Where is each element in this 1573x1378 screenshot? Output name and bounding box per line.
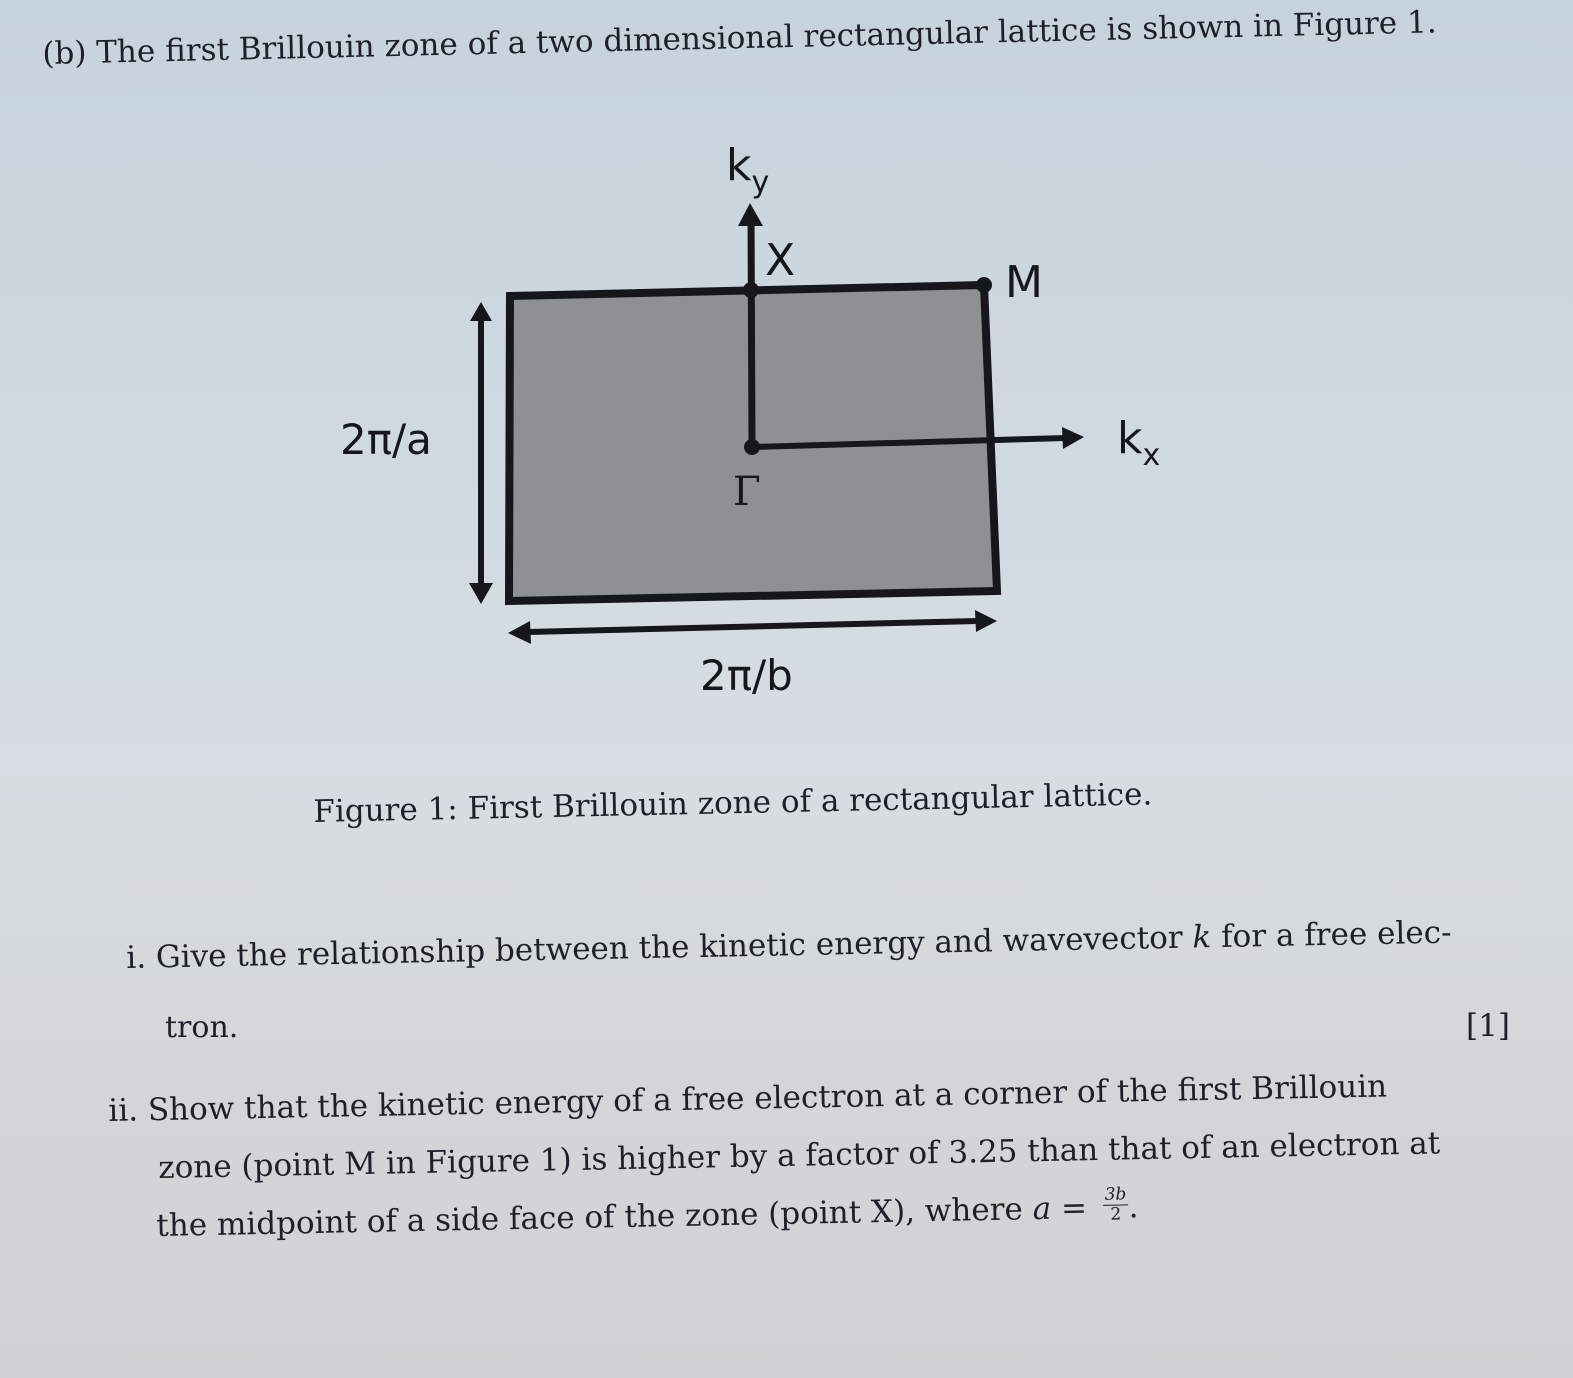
width-arrow-left [508, 621, 531, 644]
height-dimension-label: 2π/a [340, 415, 432, 464]
k-symbol: k [1192, 919, 1212, 956]
ky-label: $k_y$ [726, 140, 770, 200]
width-arrow-right [975, 610, 997, 632]
part-ii-line-3: the midpoint of a side face of the zone (point X), where a = $\frac{3b}{2}$ . [156, 1184, 1139, 1244]
kx-arrowhead [1062, 427, 1084, 449]
part-i-marks: [1] [1466, 1008, 1510, 1044]
width-dimension-label: 2π/b [700, 651, 793, 700]
width-dimension-arrow [528, 621, 978, 632]
part-i-line-2: tron. [165, 1010, 239, 1045]
question-intro: (b) The first Brillouin zone of a two dimensional rectangular lattice is shown in Figure 1. [42, 4, 1438, 72]
height-arrow-top [470, 302, 492, 321]
ky-axis [751, 212, 752, 447]
point-M-marker [976, 277, 992, 293]
a-symbol: a [1032, 1190, 1052, 1228]
ky-arrowhead [738, 203, 763, 226]
part-ii-line-2: zone (point M in Figure 1) is higher by a factor of 3.25 than that of an electron at [158, 1125, 1441, 1186]
part-i-line-1: i. Give the relationship between the kinetic energy and wavevector k for a free elec- [126, 914, 1452, 976]
point-Gamma-marker [744, 439, 760, 455]
kx-label: $k_x$ [1117, 413, 1161, 473]
figure-caption: Figure 1: First Brillouin zone of a rectangular lattice. [313, 776, 1153, 830]
fraction-3b-over-2: $\frac{3b}{2}$ [1102, 1186, 1128, 1223]
point-Gamma-label: Γ [733, 469, 761, 515]
part-ii-line-1: ii. Show that the kinetic energy of a free electron at a corner of the first Brillouin [108, 1068, 1388, 1129]
point-M-label: M [1005, 257, 1043, 308]
height-arrow-bottom [469, 583, 493, 604]
point-X-label: X [765, 235, 796, 286]
point-X-marker [743, 282, 759, 298]
